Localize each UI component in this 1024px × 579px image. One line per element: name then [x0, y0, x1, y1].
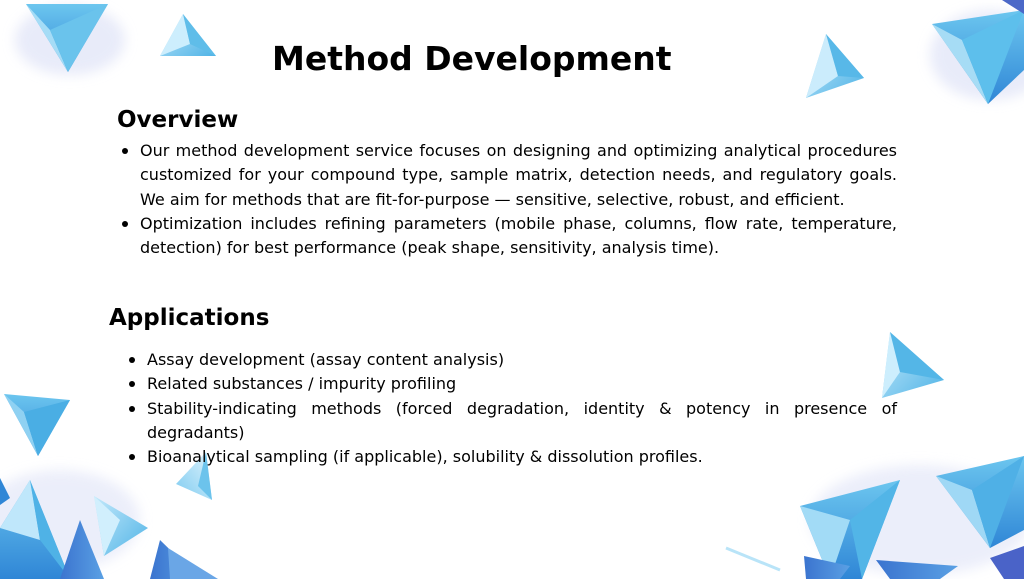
- overview-item: Optimization includes refining parameters (mobile phase, columns, flow rate, temperature, detection) for best performance (peak shape, sensitivity, analysis time).: [140, 212, 897, 261]
- applications-item: Bioanalytical sampling (if applicable), solubility & dissolution profiles.: [147, 445, 897, 469]
- page-title: Method Development: [272, 39, 672, 78]
- overview-item: Our method development service focuses on designing and optimizing analytical procedures customized for your compound type, sample matrix, detection needs, and regulatory goals. We aim for methods that are fit-for-purpose — sensitive, selective, robust, and efficient.: [140, 139, 897, 212]
- applications-item: Assay development (assay content analysis): [147, 348, 897, 372]
- applications-item: Stability-indicating methods (forced degradation, identity & potency in presence of degradants): [147, 397, 897, 446]
- prism-top-mid-right: [806, 34, 864, 98]
- overview-heading: Overview: [117, 107, 239, 133]
- prism-top-small: [160, 14, 216, 56]
- applications-list: [147, 348, 897, 469]
- prism-left-mid: [4, 394, 70, 456]
- applications-heading: Applications: [109, 305, 270, 331]
- overview-list: [140, 139, 897, 260]
- applications-item: Related substances / impurity profiling: [147, 372, 897, 396]
